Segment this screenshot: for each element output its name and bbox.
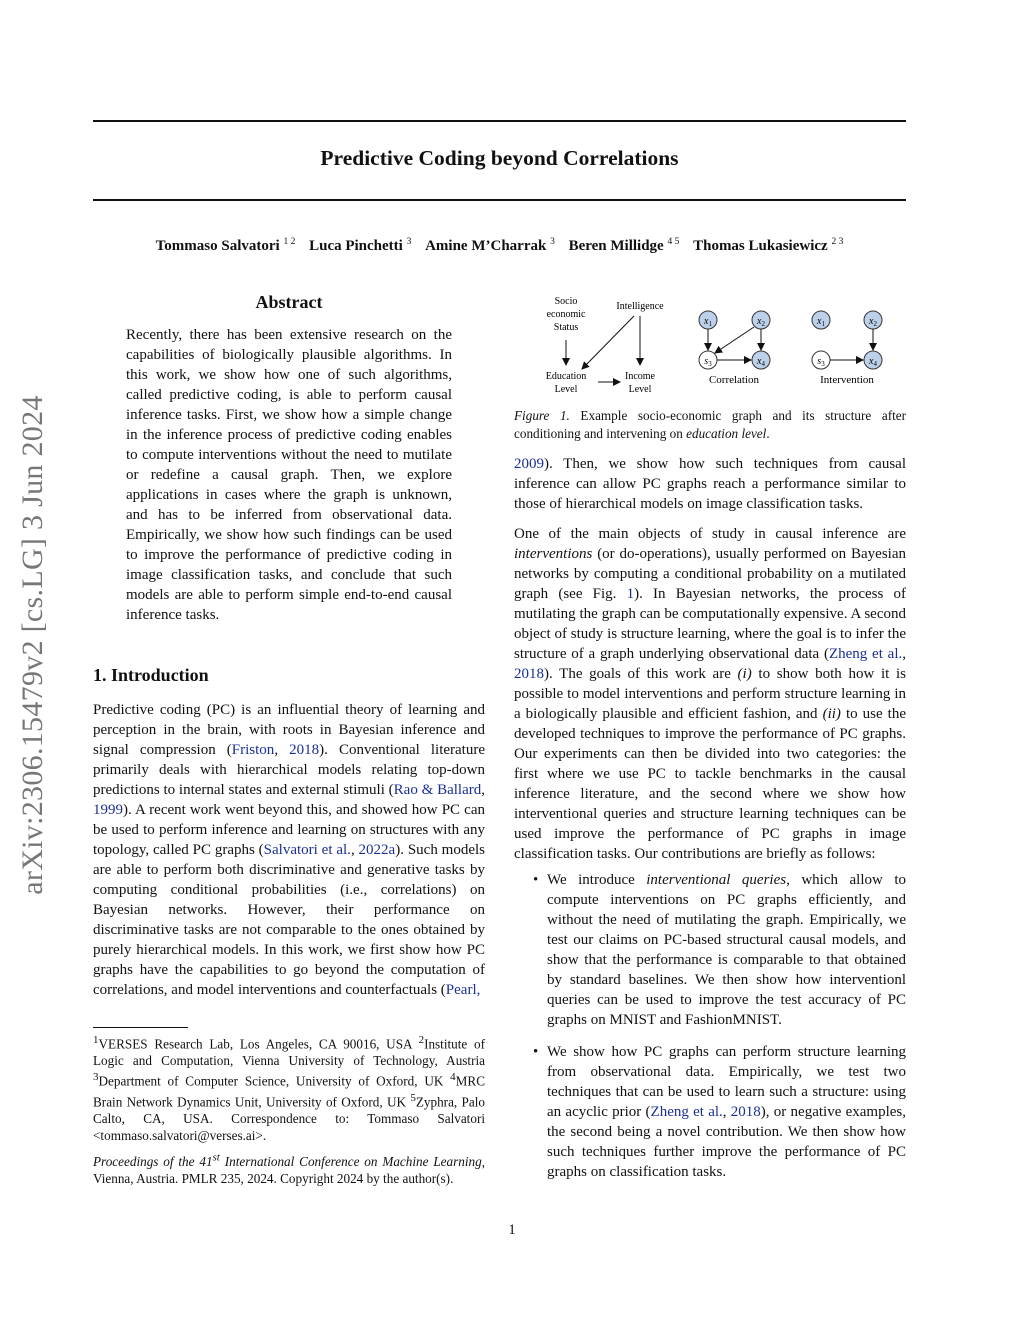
section-heading-introduction: 1. Introduction — [93, 665, 209, 685]
paper-title: Predictive Coding beyond Correlations — [320, 146, 679, 170]
corr-edge-x2-s3 — [715, 327, 754, 353]
list-item: • We show how PC graphs can perform structure learning from observational data. Empirically, we test two techniques that can be used to learn such a structure: using an acyclic prior (Zheng et al., 2018), or negative examples, the second being a novel contribution. We then show how such techniques further improve the performance of PC graphs on classification tasks. — [514, 1042, 906, 1182]
citation-link[interactable]: 2009 — [514, 456, 544, 472]
node-socio-economic-status-line3: Status — [553, 322, 579, 333]
corr-label-x4: $x_4$ — [757, 356, 765, 368]
edge-intelligence-to-education — [582, 316, 634, 369]
author-list — [93, 237, 906, 255]
author: Amine M’Charrak $^3$ — [425, 237, 555, 254]
figure-1 — [514, 290, 906, 400]
int-label-s3: $s_3$ — [817, 356, 825, 368]
node-income-level-line1: Income — [625, 371, 655, 382]
citation-link[interactable]: Friston — [231, 742, 275, 758]
node-socio-economic-status-line2: economic — [546, 309, 586, 320]
introduction-body: Predictive coding (PC) is an influential theory of learning and perception in the brain, with roots in Bayesian inference and signal compression (Friston, 2018). Conventional literature primarily deals with hierarchical models relating top-down predictions to internal states and external stimuli (Rao & Ballard, 1999). A recent work went beyond this, and showed how PC can be used to perform inference and learning on structures with any topology, called PC graphs (Salvatori et al., 2022a). Such models are able to perform both discriminative and generative tasks by computing conditional probabilities (i.e., correlations) on Bayesian networks. However, their performance on discriminative tasks are not comparable to the ones obtained by purely hierarchical models. In this work, we first show how PC graphs have the capabilities to go beyond the computation of correlations, and model interventions and counterfactuals (Pearl, — [93, 702, 485, 998]
corr-label-s3: $s_3$ — [704, 356, 712, 368]
figure-reference-link[interactable]: 1 — [626, 586, 635, 602]
citation-link[interactable]: Pearl, — [445, 982, 481, 998]
citation-link[interactable]: 2018 — [730, 1104, 761, 1120]
page-number: 1 — [508, 1222, 516, 1238]
title-bottom-rule — [93, 199, 906, 201]
citation-link[interactable]: Zheng et al. — [828, 646, 903, 662]
citation-link[interactable]: Zheng et al. — [650, 1104, 723, 1120]
node-education-level-line1: Education — [545, 371, 587, 382]
node-income-level-line2: Level — [628, 384, 652, 395]
affiliations-footnote: $^1$VERSES Research Lab, Los Angeles, CA 90016, USA $^2$Institute of Logic and Computation, Vienna University of Technology, Austria $^3$Department of Computer Science, University of Oxford, UK $^4$MRC Brain Network Dynamics Unit, University of Oxford, UK $^5$Zyphra, Palo Calto, CA, USA. Correspondence to: Tommaso Salvatori <tommaso.salvatori@verses.ai>. — [93, 1034, 485, 1144]
abstract-body: Recently, there has been extensive research on the capabilities of biologically plausible algorithms. In this work, we show how one of such algorithms, called predictive coding, is able to perform causal inference tasks. First, we show how a simple change in the inference process of predictive coding enables to compute interventions without the need to mutilate or redefine a causal graph. Then, we explore applications in cases where the graph is unknown, and has to be inferred from observational data. Empirically, we show how such findings can be used to improve the performance of predictive coding in image classification tasks, and conclude that such models are able to perform simple end-to-end causal inference tasks. — [126, 327, 452, 623]
citation-link[interactable]: Salvatori et al. — [263, 842, 351, 858]
corr-label-x2: $x_2$ — [757, 316, 765, 328]
node-education-level-line2: Level — [554, 384, 578, 395]
proceedings-note: Proceedings of the 41st International Conference on Machine Learning, Vienna, Austria. PMLR 235, 2024. Copyright 2024 by the author(s). — [93, 1152, 485, 1187]
citation-link[interactable]: 1999 — [93, 802, 123, 818]
citation-link[interactable]: 2018 — [289, 742, 320, 758]
citation-link[interactable]: 2022a — [358, 842, 396, 858]
int-label-x1: $x_1$ — [817, 316, 825, 328]
corr-label-x1: $x_1$ — [704, 316, 712, 328]
right-column-body — [514, 454, 906, 1194]
author: Thomas Lukasiewicz $^{2 3}$ — [693, 237, 844, 254]
list-item: • We introduce interventional queries, which allow to compute interventions on PC graphs efficiently, and without the need of mutilating the graph. Empirically, we test our claims on PC-based structural causal models, and show that the performance is comparable to that obtained by standard baselines. We then show how interventionl queries can be used to improve the test accuracy of PC graphs on MNIST and FashionMNIST. — [514, 870, 906, 1030]
author: Tommaso Salvatori $^{1 2}$ — [155, 237, 296, 254]
label-correlation: Correlation — [708, 374, 760, 386]
contributions-list — [514, 870, 906, 1182]
int-label-x4: $x_4$ — [869, 356, 877, 368]
node-socio-economic-status-line1: Socio — [554, 296, 578, 307]
node-intelligence: Intelligence — [616, 301, 664, 312]
label-intervention: Intervention — [820, 374, 874, 386]
int-label-x2: $x_2$ — [869, 316, 877, 328]
footnote-rule — [93, 1027, 188, 1028]
figure-1-caption: Figure 1. Example socio-economic graph and its structure after conditioning and intervening on education level. — [514, 408, 906, 441]
title-top-rule — [93, 120, 906, 122]
author: Luca Pinchetti $^3$ — [309, 237, 412, 254]
author: Beren Millidge $^{4 5}$ — [568, 237, 680, 254]
arxiv-identifier: arXiv:2306.15479v2 [cs.LG] 3 Jun 2024 — [16, 395, 49, 895]
citation-link[interactable]: 2018 — [514, 666, 544, 682]
paragraph: One of the main objects of study in causal inference are interventions (or do-operations), usually performed on Bayesian networks by computing a conditional probability on a mutilated graph (see Fig. 1). In Bayesian networks, the process of mutilating the graph can be computationally expensive. A second object of study is structure learning, where the goal is to infer the structure of a graph underlying observational data (Zheng et al., 2018). The goals of this work are (i) to show both how it is possible to model interventions and perform structure learning in a biologically plausible and efficient fashion, and (ii) to use the developed techniques to improve the performance of PC graphs. Our experiments can then be divided into two categories: the first where we use PC to tackle benchmarks in the causal inference literature, and the second where we show how interventional queries and structure learning techniques can be used improve the performance of PC graphs in image classification tasks. Our contributions are briefly as follows: — [514, 526, 906, 862]
citation-link[interactable]: Rao & Ballard — [393, 782, 482, 798]
paragraph: 2009). Then, we show how such techniques from causal inference can allow PC graphs reach a performance similar to those of hierarchical models on image classification tasks. — [514, 456, 906, 512]
abstract-heading: Abstract — [255, 292, 323, 312]
